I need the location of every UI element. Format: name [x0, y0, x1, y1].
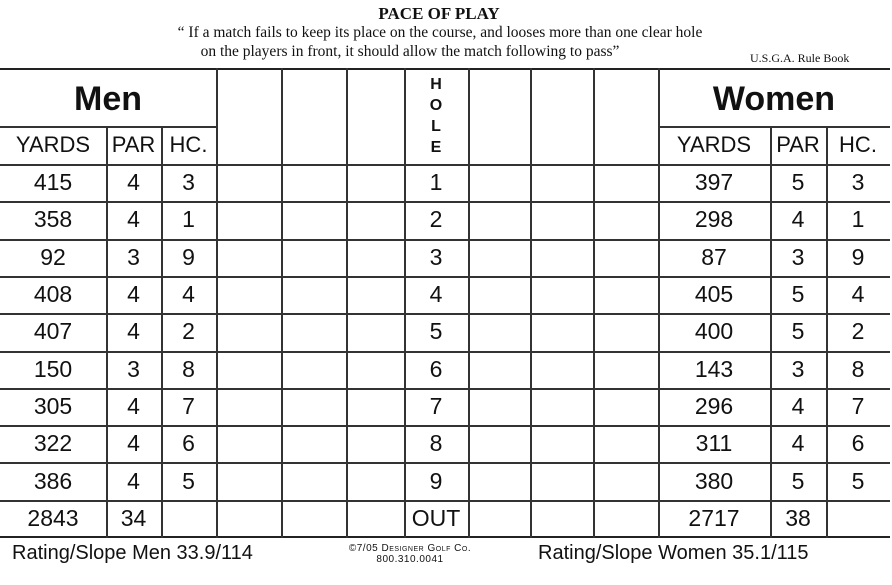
- quote-line-2: on the players in front, it should allow the match following to pass”: [200, 43, 620, 60]
- women-cell: 5: [851, 467, 865, 494]
- women-header-hc: HC.: [839, 132, 877, 157]
- men-cell: 4: [127, 281, 140, 308]
- hole-header: [404, 76, 468, 160]
- women-cell: 3: [791, 243, 805, 270]
- hole-number: 4: [429, 281, 443, 308]
- men-cell: 3: [182, 169, 195, 196]
- women-cell: 5: [791, 467, 805, 494]
- grid-line: [346, 68, 348, 538]
- women-cell: 2: [851, 318, 865, 345]
- men-cell: 6: [182, 430, 195, 457]
- men-cell: 4: [127, 430, 140, 457]
- women-cell: 380: [694, 467, 734, 494]
- women-cell: 397: [694, 169, 734, 196]
- men-cell: 322: [33, 430, 73, 457]
- women-rating-slope: Rating/Slope Women 35.1/115: [538, 542, 809, 564]
- men-cell: 4: [127, 467, 140, 494]
- hole-number: 7: [429, 392, 443, 419]
- grid-line: [281, 68, 283, 538]
- grid-line: [216, 68, 218, 538]
- women-header-par: PAR: [776, 132, 820, 157]
- men-cell: 408: [33, 281, 73, 308]
- men-cell: 305: [33, 392, 73, 419]
- credit-line-2: 800.310.0041: [376, 554, 444, 565]
- women-cell: 87: [701, 243, 727, 270]
- women-cell: 5: [791, 281, 805, 308]
- men-cell: 3: [127, 355, 140, 382]
- women-cell: 9: [851, 243, 865, 270]
- men-total: [161, 500, 216, 538]
- hole-number: 9: [429, 467, 443, 494]
- women-cell: 7: [851, 392, 865, 419]
- men-cell: 3: [127, 243, 140, 270]
- men-header-par: PAR: [111, 132, 156, 157]
- women-cell: 4: [851, 281, 865, 308]
- men-cell: 5: [182, 467, 195, 494]
- grid-line: [530, 68, 532, 538]
- women-cell: 4: [791, 206, 805, 233]
- hole-number: 5: [429, 318, 443, 345]
- men-cell: 407: [33, 318, 73, 345]
- hole-letter: E: [430, 139, 442, 156]
- women-cell: 6: [851, 430, 865, 457]
- men-cell: 358: [33, 206, 73, 233]
- women-total: [826, 500, 890, 538]
- quote-line-1: “ If a match fails to keep its place on the course, and looses more than one clear hole: [177, 24, 703, 41]
- designer-credit: [340, 543, 480, 565]
- grid-line: [593, 68, 595, 538]
- hole-number: 6: [429, 355, 443, 382]
- hole-out-label: OUT: [411, 505, 461, 532]
- men-total: 34: [120, 505, 147, 532]
- hole-number: 1: [429, 169, 443, 196]
- women-total: 2717: [688, 505, 740, 532]
- men-cell: 4: [127, 392, 140, 419]
- page-title: PACE OF PLAY: [378, 4, 500, 23]
- women-cell: 8: [851, 355, 865, 382]
- men-cell: 415: [33, 169, 73, 196]
- women-cell: 400: [694, 318, 734, 345]
- women-label: Women: [712, 79, 836, 118]
- credit-line-1: ©7/05 Designer Golf Co.: [348, 543, 472, 554]
- men-label: Men: [74, 79, 142, 118]
- quote-source: U.S.G.A. Rule Book: [750, 51, 850, 65]
- women-cell: 5: [791, 318, 805, 345]
- men-cell: 9: [182, 243, 195, 270]
- women-cell: 3: [851, 169, 865, 196]
- women-cell: 3: [791, 355, 805, 382]
- women-cell: 296: [694, 392, 734, 419]
- women-cell: 5: [791, 169, 805, 196]
- women-cell: 311: [695, 430, 733, 457]
- hole-letter: O: [429, 97, 443, 114]
- women-cell: 298: [694, 206, 734, 233]
- men-cell: 92: [40, 243, 66, 270]
- grid-line: [468, 68, 470, 538]
- men-total: 2843: [27, 505, 79, 532]
- hole-number: 8: [429, 430, 443, 457]
- rule-quote: [0, 23, 880, 61]
- men-cell: 386: [33, 467, 73, 494]
- men-cell: 4: [127, 169, 140, 196]
- men-cell: 4: [127, 318, 140, 345]
- hole-letter: L: [431, 118, 441, 135]
- women-cell: 143: [694, 355, 734, 382]
- men-rating-slope: Rating/Slope Men 33.9/114: [12, 542, 253, 564]
- hole-number: 2: [429, 206, 443, 233]
- women-header-yards: YARDS: [676, 132, 752, 157]
- men-cell: 4: [182, 281, 195, 308]
- women-cell: 1: [851, 206, 865, 233]
- women-total: 38: [785, 505, 811, 532]
- men-cell: 2: [182, 318, 195, 345]
- hole-letter: H: [430, 76, 442, 93]
- women-cell: 405: [694, 281, 734, 308]
- men-cell: 150: [33, 355, 73, 382]
- men-cell: 7: [182, 392, 195, 419]
- women-cell: 4: [791, 392, 805, 419]
- men-cell: 4: [127, 206, 140, 233]
- men-header-yards: YARDS: [15, 132, 91, 157]
- hole-number: 3: [429, 243, 443, 270]
- men-header-hc: HC.: [169, 132, 208, 157]
- men-cell: 8: [182, 355, 195, 382]
- men-cell: 1: [182, 206, 195, 233]
- women-cell: 4: [791, 430, 805, 457]
